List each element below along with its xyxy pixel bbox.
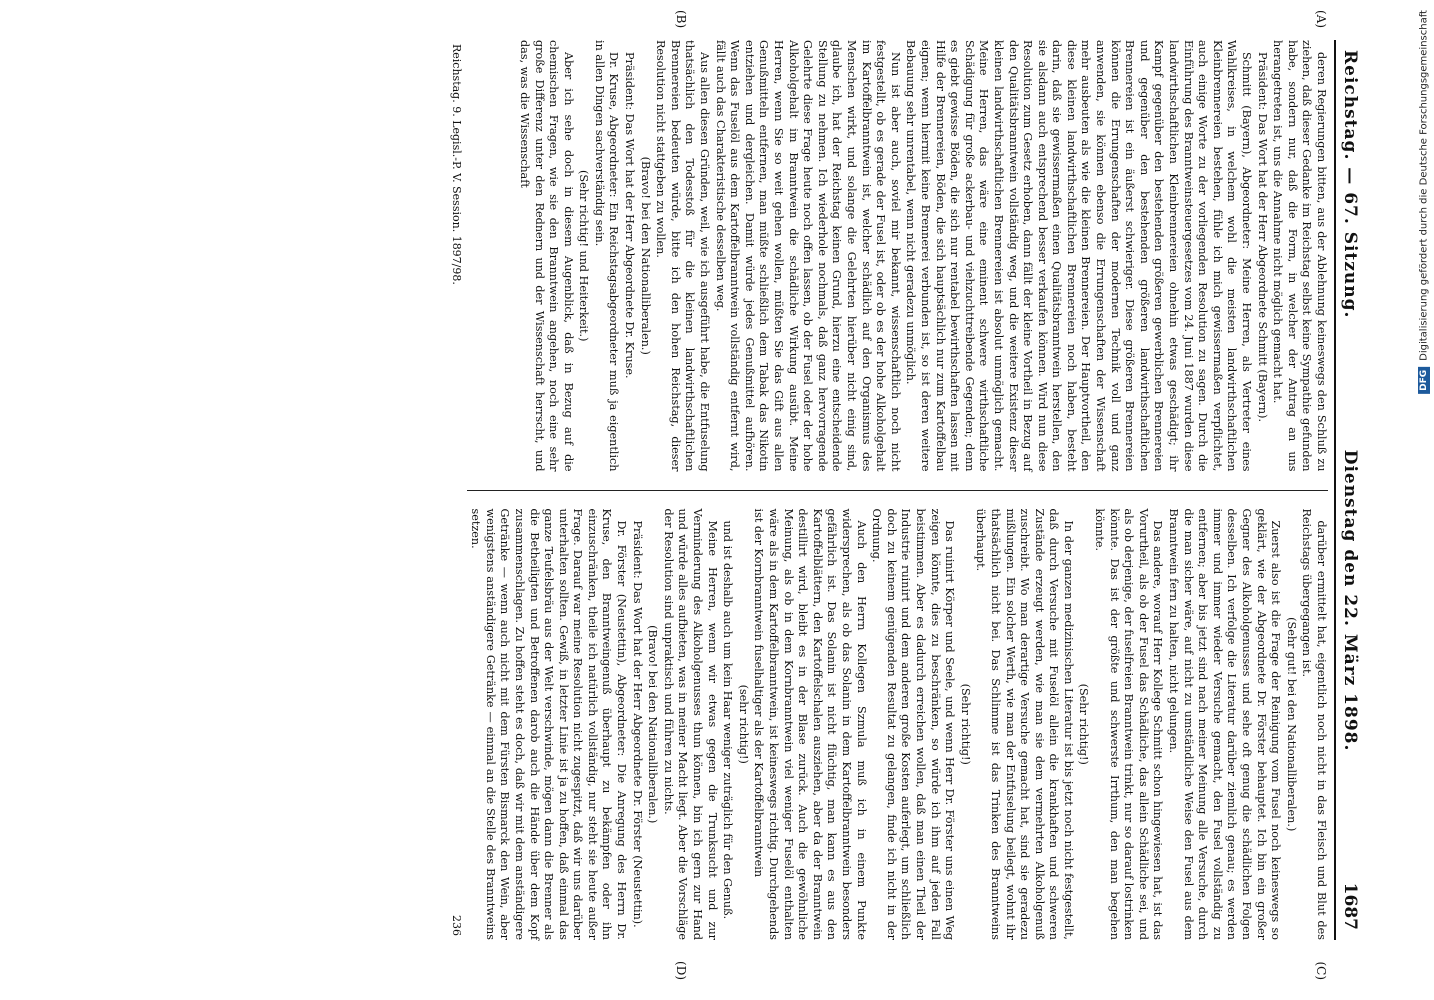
page-footer xyxy=(450,40,463,940)
margin-marker-d: (D) xyxy=(674,961,688,980)
paragraph: darüber ermittelt hat, eigentlich noch nicht in das Fleisch und Blut des Reichstags übergegangen ist. xyxy=(1300,508,1328,940)
page-number: 1687 xyxy=(1340,882,1360,930)
margin-marker-b: (B) xyxy=(674,10,688,29)
paragraph: Dr. Förster (Neustettin), Abgeordneter: Die Anregung des Herrn Dr. Kruse, den Branntweingenuß überhaupt zu bekämpfen oder ihn einzuschränken, theile ich natürlich vollständig, nur steht sie heute außer Frage. Darauf war meine Resolution nicht zugespitzt, daß wir uns darüber unterhalten sollten. Gewiß, in letzter Linie ist ja zu hoffen, daß einmal das ganze Teufelsbräu aus der Welt verschwinde, mögen dann die Brenner als die Betheiligten und Betroffenen darob auch die Hände über dem Kopf zusammenschlagen. Zu hoffen steht es doch, daß wir mit dem anständigere Getränke — wenn auch nicht mit dem Fürsten Bismarck den Wein, aber wenigstens anständigere Getränke — einmal an die Stelle des Branntweins setzen. xyxy=(469,508,629,940)
paragraph: Aus allen diesen Gründen, weil, wie ich ausgeführt habe, die Entfuselung thatsächlich den Todesstoß für die kleinen landwirthschaftlichen Brennereien bedeuten würde, bitte ich den hohen Reichstag, dieser Resolution nicht stattgeben zu wollen. xyxy=(654,40,712,472)
paragraph: und ist deshalb auch um kein Haar weniger zuträglich für den Genuß. xyxy=(721,520,735,920)
paragraph: Präsident: Das Wort hat der Herr Abgeordnete Dr. Kruse. xyxy=(623,52,637,379)
paragraph: Das andere, worauf Herr Kollege Schmitt schon hingewiesen hat, ist das Vorurtheil, als ob der Fusel das Schädliche, das allein Schädliche sei, und als ob derjenige, der fuselfreien Branntwein trinkt, nur so darauf lostrinken könnte. Das ist der größte und schwerste Irrthum, den man begehen könnte. xyxy=(1093,508,1165,940)
dfg-credit: Digitalisierung gefördert durch die Deutsche Forschungsgemeinschaft xyxy=(1418,10,1430,361)
paragraph: In der ganzen medizinischen Literatur ist bis jetzt noch nicht festgestellt, daß durch Versuche mit Fuselöl allein die krankhaften und schweren Zustände erzeugt werden, wie man sie dem vermehrten Alkoholgenuß zuschreibt. Wo man derartige Versuche gemacht hat, sind sie geradezu mißlungen. Ein solcher Werth, wie man der Entfuselung beilegt, wohnt ihr thatsächlich nicht bei. Das Schlimme ist das Trinken des Branntweins überhaupt. xyxy=(974,508,1075,940)
paragraph: (Sehr richtig!) xyxy=(1077,683,1091,765)
paragraph: Aber ich sehe doch in diesem Augenblick, daß in Bezug auf die chemischen Fragen, wie sie den Branntwein angehen, noch eine sehr große Differenz unter den Rednern und der Wissenschaft herrscht, und das, was die Wissenschaft xyxy=(517,40,575,472)
dfg-sidebar xyxy=(1418,10,1430,394)
paragraph: Meine Herren, wenn wir etwas gegen die Trunksucht und zur Verminderung des Alkoholgenusses thun können, bin ich gern zur Hand und würde alles aufbieten, was in meiner Macht liegt. Aber die Vorschläge der Resolution sind unpraktisch und führen zu nichts. xyxy=(661,508,719,940)
paragraph: (Bravo! bei den Nationalliberalen.) xyxy=(646,625,660,824)
paragraph: (sehr richtig!) xyxy=(736,684,750,764)
footer-signature: 236 xyxy=(449,915,463,936)
text-columns xyxy=(467,10,1328,980)
paragraph: Dr. Kruse, Abgeordneter: Ein Reichstagsabgeordneter muß ja eigentlich in allen Dingen sachverständig sein. xyxy=(592,40,621,472)
paragraph: Auch den Herrn Kollegen Szmula muß ich in einem Punkte widersprechen, als ob das Solanin in dem Kartoffelbranntwein besonders gefährlich ist. Das Solanin ist nicht flüchtig, man kann es aus den Kartoffelblättern, den Kartoffelschalen ausziehen, aber da der Branntwein destillirt wird, bleibt es in der Blase zurück. Auch die gewöhnliche Meinung, als ob in dem Kornbranntwein viel weniger Fuselöl enthalten wäre als in dem Kartoffelbranntwein, ist keineswegs richtig. Durchgehends ist der Kornbranntwein fuselhaltiger als der Kartoffelbranntwein xyxy=(752,508,868,940)
paragraph: (Bravo! bei den Nationalliberalen.) xyxy=(638,156,652,355)
paragraph: Schmitt (Bayern), Abgeordneter: Meine Herren, als Vertreter eines Wahlkreises, in welchem wohl die meisten landwirthschaftlichen Kleinbrennereien bestehen, fühle ich mich gewissermaßen verpflichtet, auch einige Worte zu der vorliegenden Resolution zu sagen. Durch die Einführung des Branntweinsteuergesetzes vom 24. Juni 1887 wurden diese landwirthschaftlichen Kleinbrennereien ohnehin etwas geschädigt; ihr Kampf gegenüber den bestehenden größeren gewerblichen Brennereien und gegenüber den bestehenden größeren landwirthschaftlichen Brennereien ist ein äußerst schwieriger. Diese größeren Brennereien können die Errungenschaften der modernen Technik voll und ganz anwenden, sie können ebenso die Errungenschaften der Wissenschaft mehr ausbeuten als wie die kleinen Brennereien. Der Hauptvortheil, den diese kleinen landwirthschaftlichen Brennereien noch haben, besteht darin, daß sie gewissermaßen einen Qualitätsbranntwein herstellen, den sie alsdann auch entsprechend besser verkaufen können. Wird nun diese Resolution zum Gesetz erhoben, dann fällt der kleine Vortheil in Bezug auf den Qualitätsbranntwein vollständig weg, und die weitere Existenz dieser kleinen landwirthschaftlichen Brennereien ist absolut unmöglich gemacht. Meine Herren, das wäre eine eminent schwere wirthschaftliche Schädigung für große ackerbau- und viehzuchttreibende Gegenden; denn es giebt gewisse Böden, die sich nur rentabel bewirthschaften lassen mit Hilfe der Brennereien, Böden, die sich hauptsächlich nur zum Kartoffelbau eignen; wenn hiermit keine Brennerei verbunden ist, so ist deren weitere Bebauung sehr unrentabel, wenn nicht geradezu unmöglich. xyxy=(904,40,1254,472)
paragraph: Nun ist aber auch, soviel mir bekannt, wissenschaftlich noch nicht festgestellt, ob es gerade der Fusel ist, oder ob es der hohe Alkoholgehalt im Kartoffelbranntwein ist, welcher schädlich auf den Organismus des Menschen wirkt, und solange die Gelehrten hierüber nicht einig sind, glaube ich, hat der Reichstag keinen Grund, hierzu eine entscheidende Stellung zu nehmen. Ich wiederhole nochmals, daß ganz hervorragende Gelehrte diese Frage heute noch offen lassen, ob der Fusel oder der hohe Alkoholgehalt im Branntwein die schädliche Wirkung ausübt. Meine Herren, wenn Sie so weit gehen wollen, müßten Sie das Gift aus allen Genußmitteln entfernen, man müßte schließlich dem Tabak das Nikotin entziehen und dergleichen. Damit würde jedes Genußmittel aufhören. Wenn das Fuselöl aus dem Kartoffelbranntwein vollständig entfernt wird, fällt auch das Charakteristische desselben weg. xyxy=(713,40,902,472)
dfg-logo: DFG xyxy=(1418,367,1430,394)
paragraph: (Sehr gut! bei den Nationalliberalen.) xyxy=(1284,617,1298,832)
paragraph: Zuerst also ist die Frage der Reinigung vom Fusel noch keineswegs so geklärt, wie der Abgeordnete Dr. Förster behauptet. Ich bin ein großer Gegner des Alkoholgenusses und sehe oft genug die schädlichen Folgen desselben. Ich verfolge die Literatur darüber ziemlich genau; es werden immer und immer wieder Versuche gemacht, den Fusel vollständig zu entfernen; aber bis jetzt sind nach meiner Meinung alle Versuche, durch die man sicher wäre, auf nicht zu umständliche Weise den Fusel aus dem Branntwein fern zu halten, nicht gelungen. xyxy=(1167,508,1283,940)
page-header xyxy=(1334,40,1360,940)
header-center: Dienstag den 22. März 1898. xyxy=(1340,449,1360,752)
margin-marker-c: (C) xyxy=(1314,961,1328,980)
footer-source: Reichstag. 9. Legisl.-P. V. Session. 1897/98. xyxy=(449,44,463,285)
paragraph: Präsident: Das Wort hat der Herr Abgeordnete Schmitt (Bayern). xyxy=(1255,52,1269,423)
paragraph: (Sehr richtig!) xyxy=(958,683,972,765)
paragraph: Das ruinirt Körper und Seele, und wenn Herr Dr. Förster uns einen Weg zeigen könnte, dies zu beschränken, so würde ich ihm auf jeden Fall beistimmen. Aber es dadurch erreichen wollen, daß man einen Theil der Industrie ruinirt und dem anderen große Kosten auferlegt, um schließlich doch zu keinem genügenden Resultat zu gelangen, finde ich nicht in der Ordnung. xyxy=(870,508,957,940)
left-column xyxy=(467,40,1328,472)
column-divider xyxy=(467,490,1328,491)
paragraph: deren Regierungen bitten, aus der Ablehnung keineswegs den Schluß zu ziehen, daß dieser Gedanke im Reichstag selbst keine Sympathie gefunden habe, sondern nur, daß die Form, in welcher der Antrag an uns herangetreten ist, uns die Annahme nicht möglich gemacht hat. xyxy=(1271,40,1328,472)
paragraph: (Sehr richtig! und Heiterkeit.) xyxy=(577,170,591,342)
margin-marker-a: (A) xyxy=(1314,10,1328,29)
header-left: Reichstag. — 67. Sitzung. xyxy=(1340,50,1360,319)
right-column xyxy=(467,509,1328,941)
paragraph: Präsident: Das Wort hat der Herr Abgeordnete Dr. Förster (Neustettin). xyxy=(630,520,644,928)
